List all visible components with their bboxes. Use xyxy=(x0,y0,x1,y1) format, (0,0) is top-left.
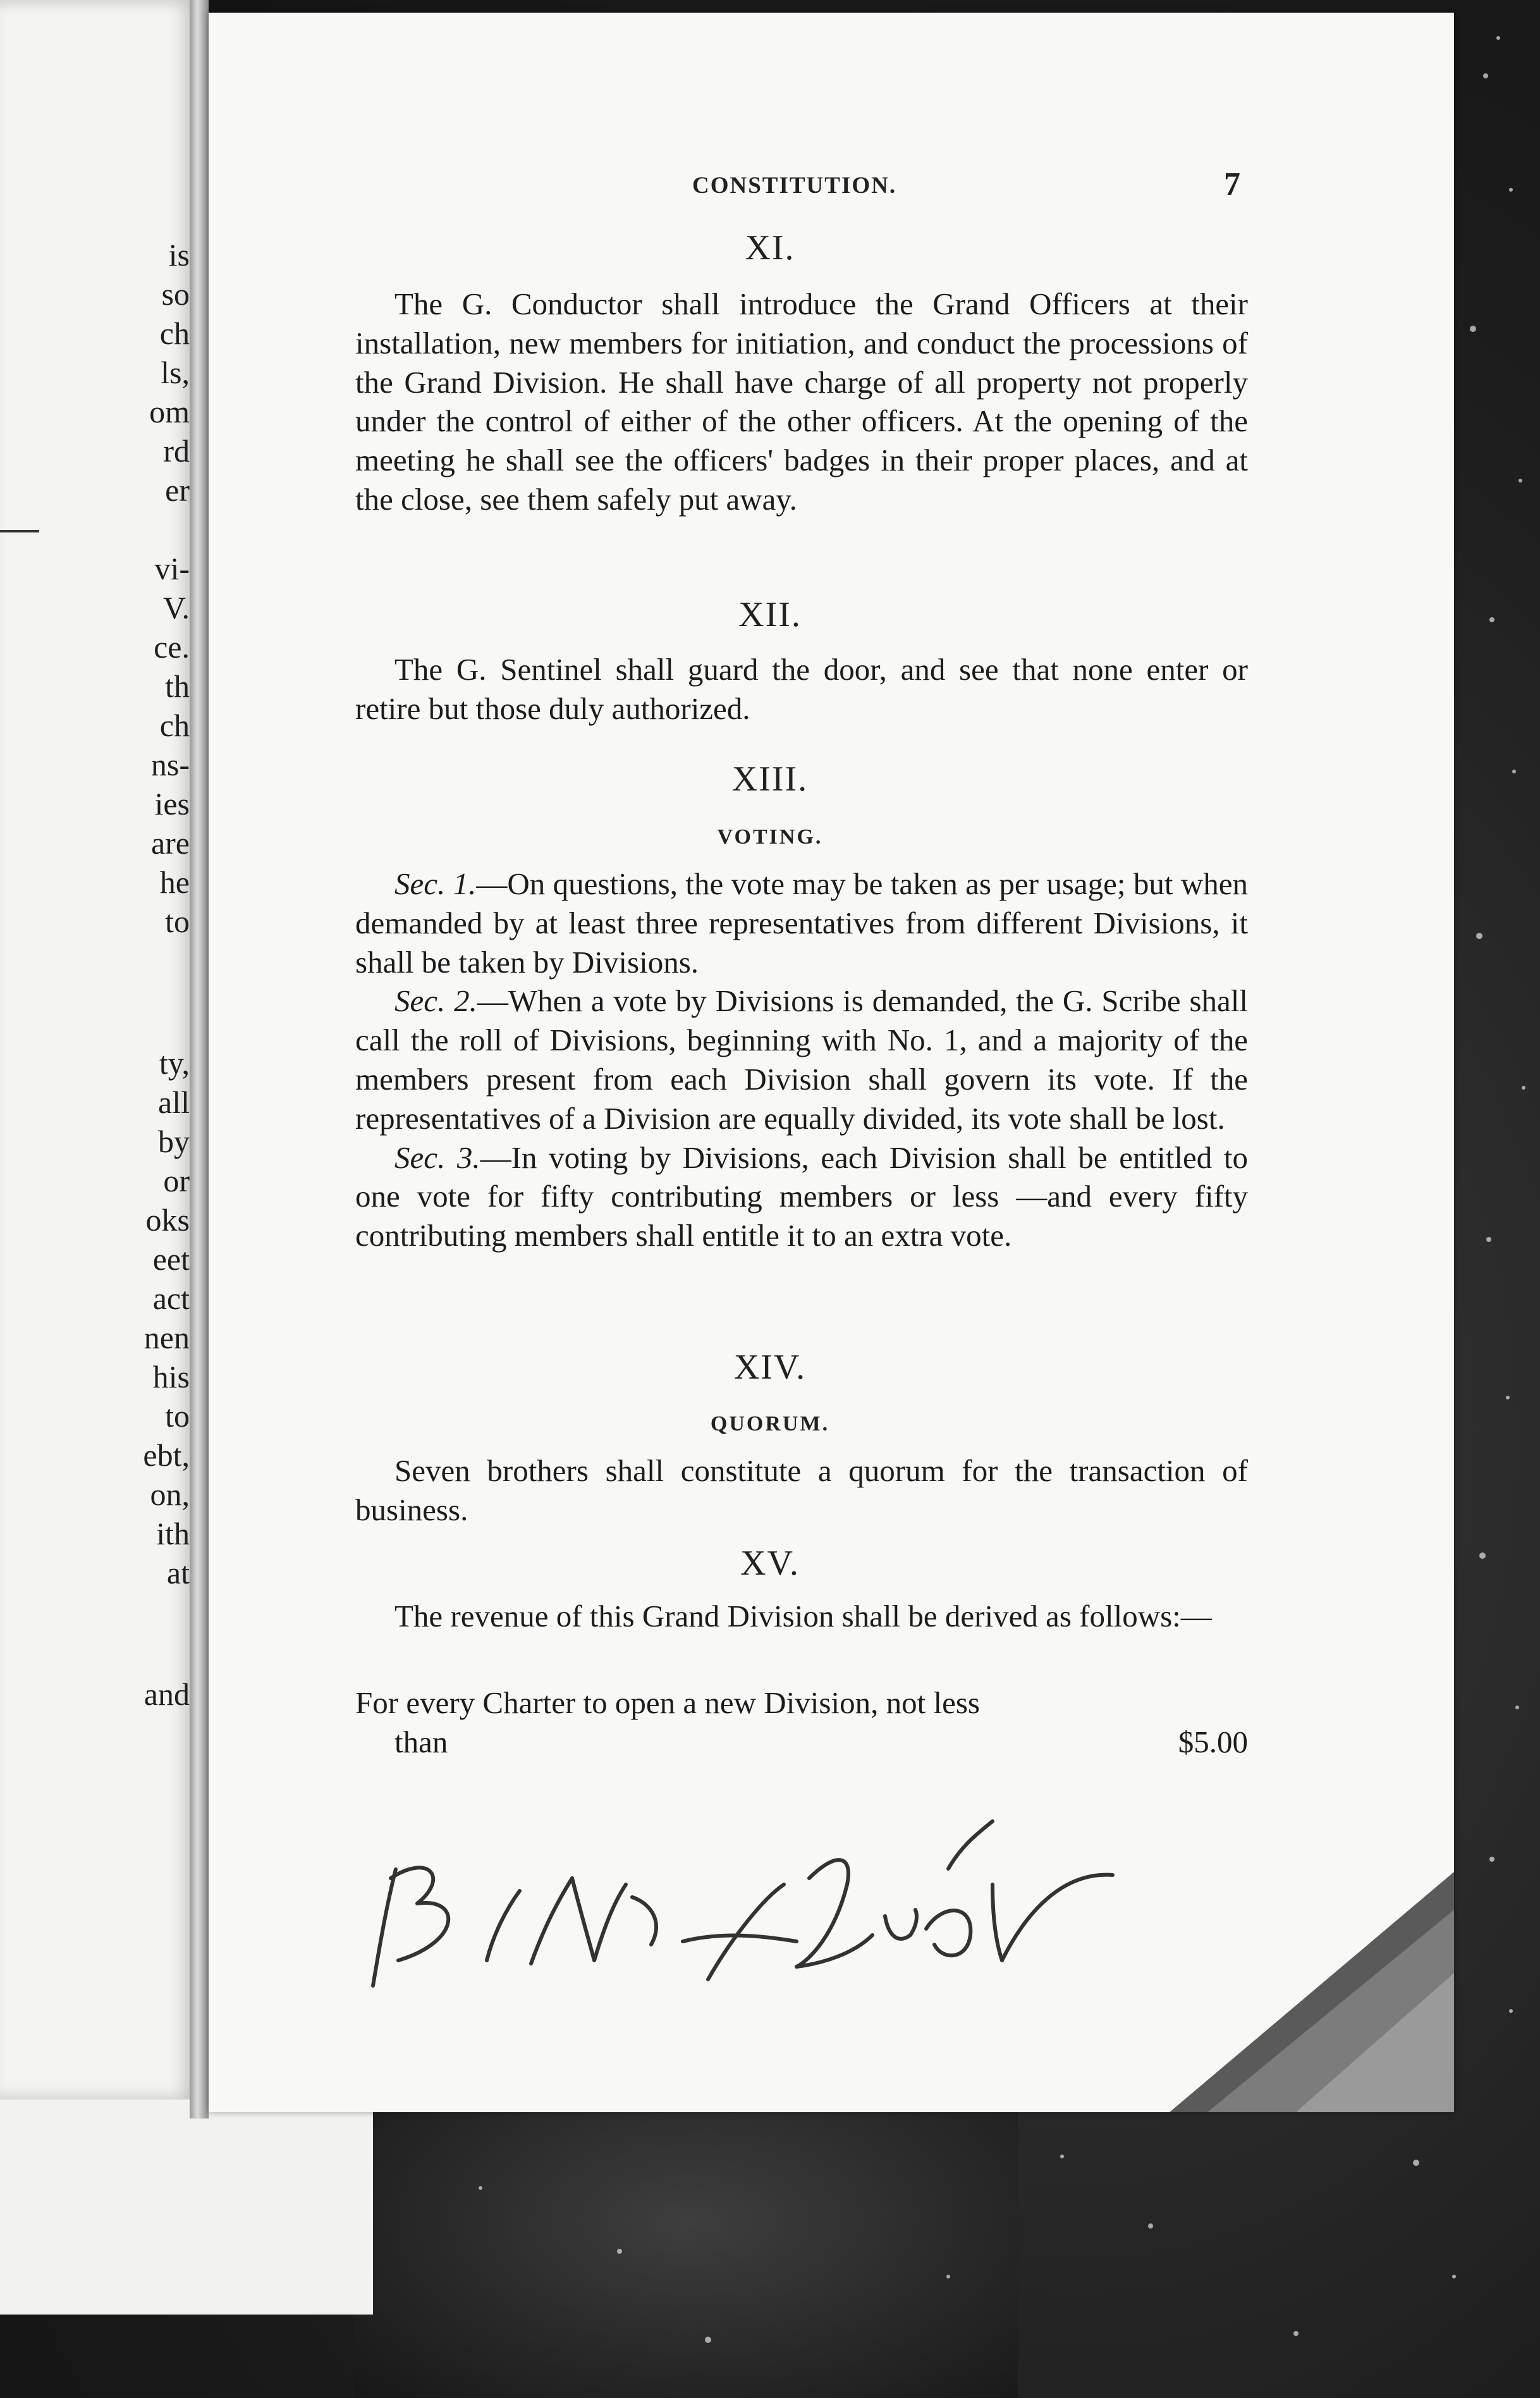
section-heading-xv: XV. xyxy=(740,1544,800,1583)
left-fragment: are xyxy=(150,825,190,861)
section-label: Sec. 3. xyxy=(394,1140,480,1175)
left-fragment: at xyxy=(166,1555,190,1590)
paragraph-text: —In voting by Divisions, each Division shall be entitled to one vote for fifty contributing members or less —and every fifty contributing members shall entitle it to an extra vote. xyxy=(355,1140,1249,1253)
section-heading-xiv: XIV. xyxy=(733,1348,807,1387)
left-fragment: ns- xyxy=(150,747,190,782)
left-fragment: ebt, xyxy=(143,1437,190,1473)
left-fragment: his xyxy=(152,1359,190,1394)
left-fragment: rd xyxy=(163,433,190,469)
section-xii-body xyxy=(355,650,1248,729)
section-heading-xii: XII. xyxy=(738,595,802,634)
left-fragment: ch xyxy=(159,708,190,743)
fee-amount: $5.00 xyxy=(1178,1725,1248,1759)
section-xiv-body xyxy=(355,1451,1248,1530)
left-fragment: om xyxy=(149,394,190,429)
running-header: CONSTITUTION. xyxy=(692,173,897,199)
page-number: 7 xyxy=(1224,166,1240,202)
section-heading-xiii: XIII. xyxy=(731,759,809,799)
left-fragment: ith xyxy=(156,1516,190,1551)
left-fragment: so xyxy=(161,276,190,312)
left-fragment: and xyxy=(144,1676,190,1712)
book-gutter xyxy=(190,0,209,2118)
left-fragment: er xyxy=(165,472,190,508)
paragraph xyxy=(355,981,1248,1138)
paragraph-text: —When a vote by Divisions is demanded, the G. Scribe shall call the roll of Divisions, beginning with No. 1, and a majority of the members present from each Division shall govern its vote. If the representatives of a Division are equally divided, its vote shall be lost. xyxy=(355,983,1248,1136)
subheading-quorum: QUORUM. xyxy=(710,1412,830,1436)
paragraph xyxy=(355,864,1248,981)
left-page-edge xyxy=(0,2100,373,2315)
section-label: Sec. 2. xyxy=(394,983,477,1019)
left-fragment: th xyxy=(165,668,190,704)
left-fragment: all xyxy=(158,1085,190,1120)
left-fragment: nen xyxy=(144,1320,190,1355)
fee-description-continued: than xyxy=(394,1725,448,1759)
left-fragment: ce. xyxy=(154,629,190,665)
left-fragment: to xyxy=(165,1398,190,1434)
left-fragment: ch xyxy=(159,316,190,351)
left-fragment: to xyxy=(165,904,190,939)
section-xiii-body xyxy=(355,864,1248,1255)
left-fragment: eet xyxy=(152,1241,190,1277)
left-fragment: V. xyxy=(162,590,190,625)
fee-description: For every Charter to open a new Division, not less xyxy=(355,1685,980,1720)
left-fragment: or xyxy=(163,1163,190,1198)
folded-corner xyxy=(1170,1872,1454,2112)
handwritten-signature xyxy=(354,1809,1125,2005)
left-fragment: ls, xyxy=(161,355,190,390)
left-fragment: act xyxy=(152,1281,190,1316)
paragraph: The G. Conductor shall introduce the Grand Officers at their installation, new members for initiation, and conduct the processions of the Grand Division. He shall have charge of all property not properly under the control of either of the other officers. At the opening of the meeting he shall see the officers' badges in their proper places, and at the close, see them safely put away. xyxy=(355,286,1248,517)
left-fragment: he xyxy=(159,864,190,900)
left-fragment: by xyxy=(158,1124,190,1159)
paragraph: Seven brothers shall constitute a quorum for the transaction of business. xyxy=(355,1453,1248,1527)
left-fragment: on, xyxy=(150,1477,190,1512)
section-label: Sec. 1. xyxy=(394,866,477,901)
left-fragment: is xyxy=(168,237,190,273)
left-fragment: vi- xyxy=(154,551,190,586)
left-fragment: ty, xyxy=(159,1045,190,1081)
paragraph xyxy=(355,1138,1248,1255)
subheading-voting: VOTING. xyxy=(717,825,823,849)
paragraph-text: —On questions, the vote may be taken as per usage; but when demanded by at least three representatives from different Divisions, it shall be taken by Divisions. xyxy=(355,866,1248,980)
left-fragment: oks xyxy=(145,1202,190,1238)
section-xi-body xyxy=(355,285,1248,519)
left-fragment: ies xyxy=(154,786,190,821)
section-xv-body xyxy=(355,1597,1248,1636)
paragraph: The revenue of this Grand Division shall be derived as follows:— xyxy=(394,1599,1212,1633)
fee-line xyxy=(355,1683,1248,1762)
paragraph: The G. Sentinel shall guard the door, and see that none enter or retire but those duly authorized. xyxy=(355,652,1248,726)
section-heading-xi: XI. xyxy=(745,228,795,267)
left-page-rule xyxy=(0,530,39,532)
